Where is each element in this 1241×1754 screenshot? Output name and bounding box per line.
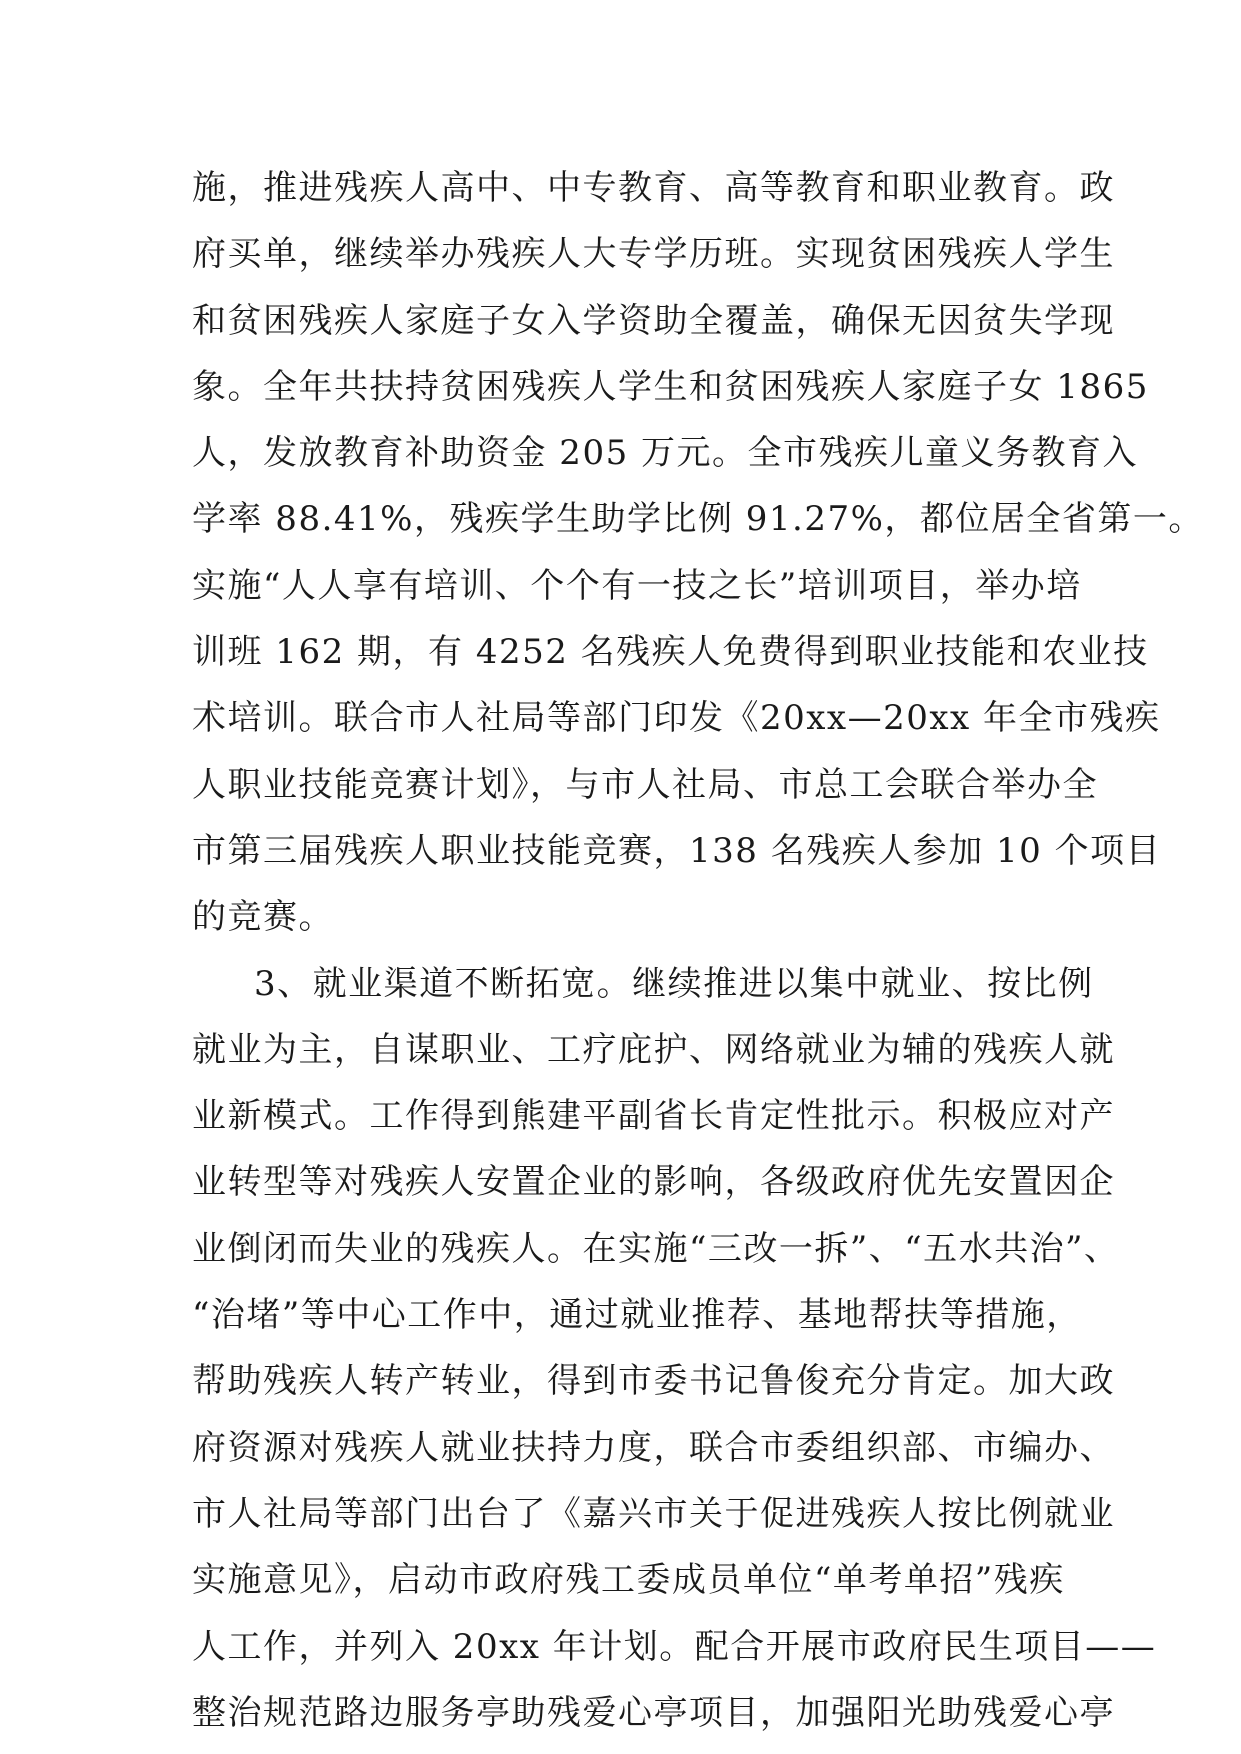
text-line: 府资源对残疾人就业扶持力度，联合市委组织部、市编办、 (192, 1427, 1115, 1468)
paragraph-employment (192, 951, 1157, 1747)
text-line: “治堵”等中心工作中，通过就业推荐、基地帮扶等措施， (192, 1295, 1082, 1336)
text-line: 和贫困残疾人家庭子女入学资助全覆盖，确保无因贫失学现 (192, 300, 1115, 341)
text-line: 象。全年共扶持贫困残疾人学生和贫困残疾人家庭子女 1865 (192, 366, 1149, 407)
text-line: 市人社局等部门出台了《嘉兴市关于促进残疾人按比例就业 (192, 1493, 1115, 1534)
text-line: 业倒闭而失业的残疾人。在实施“三改一拆”、“五水共治”、 (192, 1228, 1120, 1269)
text-line: 实施意见》，启动市政府残工委成员单位“单考单招”残疾 (192, 1560, 1065, 1601)
text-line: 的竞赛。 (192, 897, 334, 938)
text-line: 实施“人人享有培训、个个有一技之长”培训项目，举办培 (192, 565, 1082, 606)
document-body (192, 155, 1204, 1746)
text-line: 训班 162 期，有 4252 名残疾人免费得到职业技能和农业技 (192, 632, 1149, 673)
text-line: 府买单，继续举办残疾人大专学历班。实现贫困残疾人学生 (192, 234, 1115, 275)
text-line: 帮助残疾人转产转业，得到市委书记鲁俊充分肯定。加大政 (192, 1361, 1115, 1402)
text-line: 业新模式。工作得到熊建平副省长肯定性批示。积极应对产 (192, 1096, 1115, 1137)
text-line: 人职业技能竞赛计划》，与市人社局、市总工会联合举办全 (192, 764, 1098, 805)
paragraph-education (192, 155, 1204, 951)
text-line: 人工作，并列入 20xx 年计划。配合开展市政府民生项目—— (192, 1626, 1157, 1667)
text-line: 市第三届残疾人职业技能竞赛，138 名残疾人参加 10 个项目 (192, 830, 1162, 871)
text-line: 人，发放教育补助资金 205 万元。全市残疾儿童义务教育入 (192, 433, 1139, 474)
text-line: 业转型等对残疾人安置企业的影响，各级政府优先安置因企 (192, 1162, 1115, 1203)
text-line: 3、就业渠道不断拓宽。继续推进以集中就业、按比例 (254, 963, 1094, 1004)
text-line: 整治规范路边服务亭助残爱心亭项目，加强阳光助残爱心亭 (192, 1692, 1115, 1733)
text-line: 学率 88.41%，残疾学生助学比例 91.27%，都位居全省第一。 (192, 499, 1204, 540)
text-line: 术培训。联合市人社局等部门印发《20xx—20xx 年全市残疾 (192, 698, 1161, 739)
text-line: 就业为主，自谋职业、工疗庇护、网络就业为辅的残疾人就 (192, 1029, 1115, 1070)
text-line: 施，推进残疾人高中、中专教育、高等教育和职业教育。政 (192, 168, 1115, 208)
